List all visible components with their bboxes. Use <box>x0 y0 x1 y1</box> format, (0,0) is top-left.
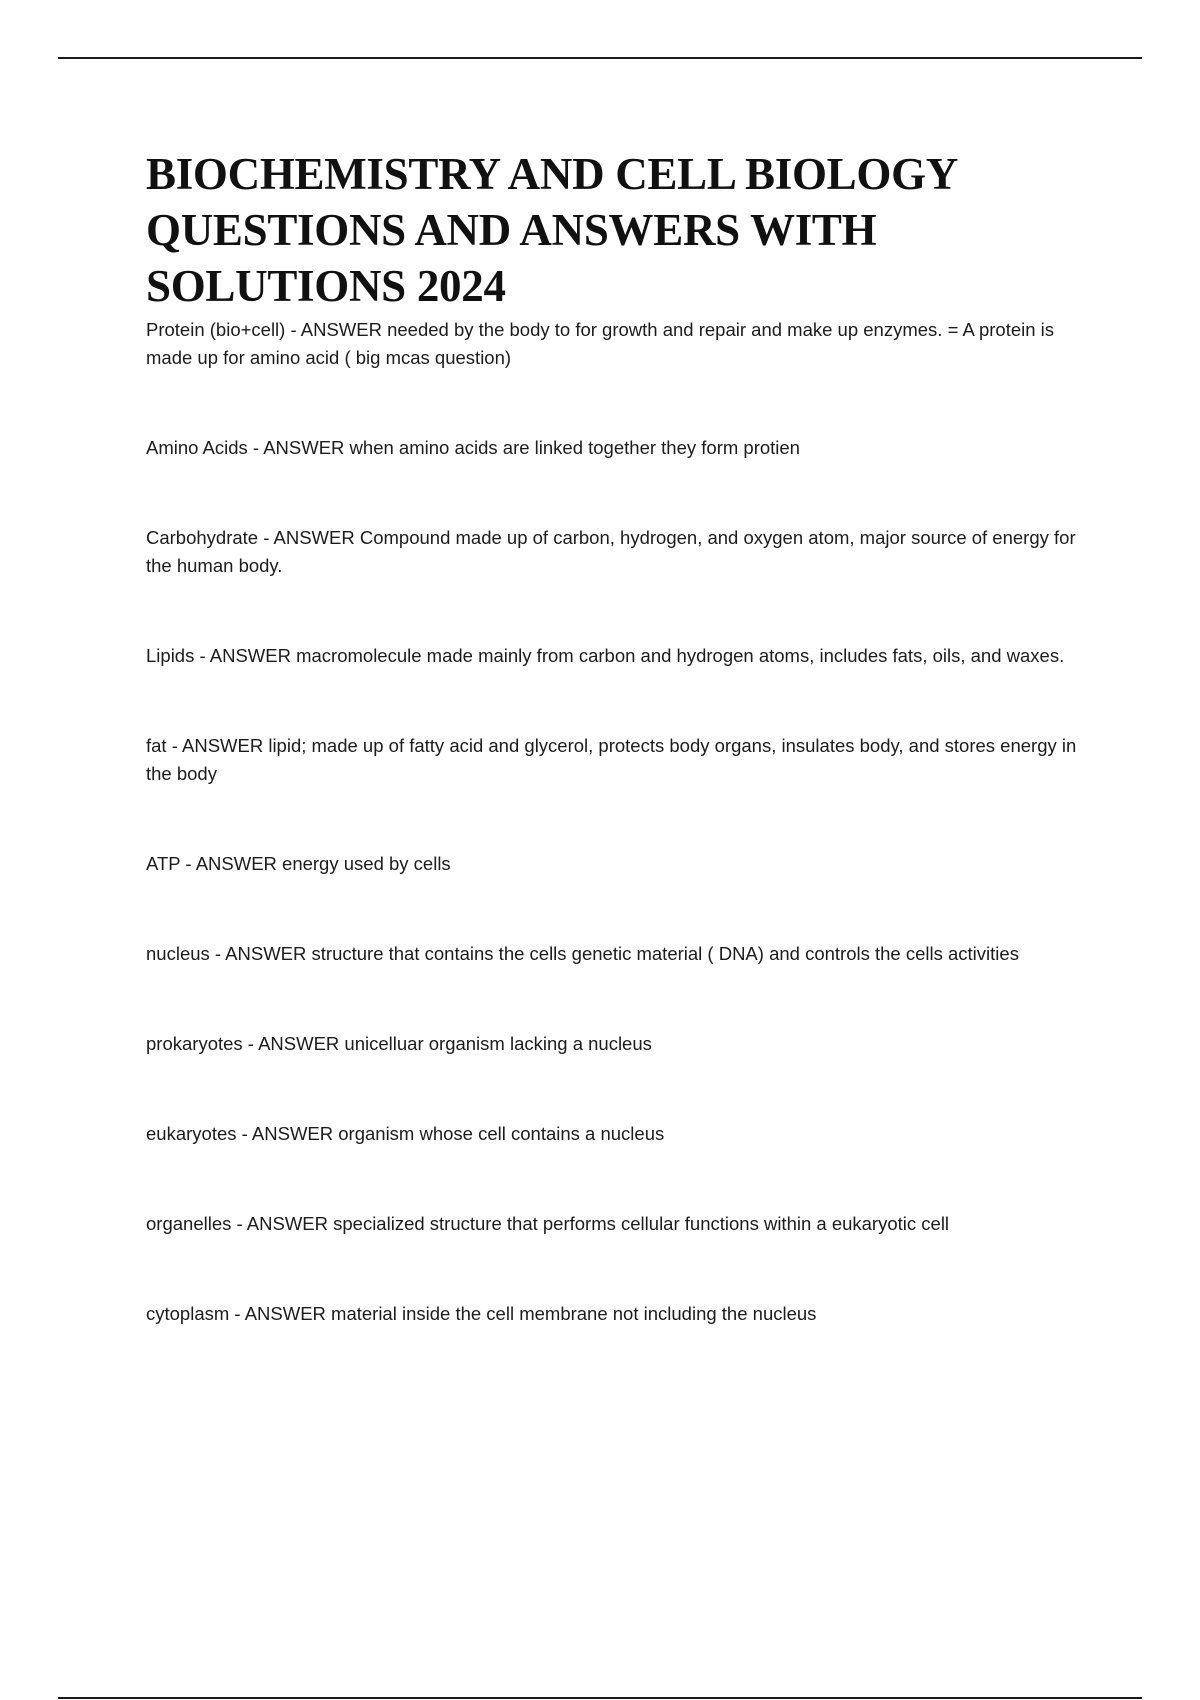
qa-item-fat: fat - ANSWER lipid; made up of fatty acid and glycerol, protects body organs, insulates body, and stores energy in the body <box>146 735 1077 784</box>
qa-item-carbohydrate: Carbohydrate - ANSWER Compound made up of carbon, hydrogen, and oxygen atom, major source of energy for the human body. <box>146 527 1076 576</box>
qa-item-organelles: organelles - ANSWER specialized structure that performs cellular functions within a eukaryotic cell <box>146 1213 950 1234</box>
qa-item-protein: Protein (bio+cell) - ANSWER needed by the body to for growth and repair and make up enzymes. = A protein is made up for amino acid ( big mcas question) <box>146 319 1055 368</box>
qa-item-lipids: Lipids - ANSWER macromolecule made mainly from carbon and hydrogen atoms, includes fats, oils, and waxes. <box>146 645 1065 666</box>
top-divider <box>58 57 1142 59</box>
qa-list <box>146 316 1086 1328</box>
qa-item-nucleus: nucleus - ANSWER structure that contains the cells genetic material ( DNA) and controls the cells activities <box>146 943 1019 964</box>
qa-item-eukaryotes: eukaryotes - ANSWER organism whose cell contains a nucleus <box>146 1123 665 1144</box>
qa-item-atp: ATP - ANSWER energy used by cells <box>146 853 451 874</box>
document-body <box>146 146 1086 1328</box>
qa-item-cytoplasm: cytoplasm - ANSWER material inside the cell membrane not including the nucleus <box>146 1303 817 1324</box>
bottom-divider <box>58 1697 1142 1699</box>
qa-item-prokaryotes: prokaryotes - ANSWER unicelluar organism lacking a nucleus <box>146 1033 652 1054</box>
document-title: BIOCHEMISTRY AND CELL BIOLOGY QUESTIONS AND ANSWERS WITH SOLUTIONS 2024 <box>146 149 957 311</box>
qa-item-amino-acids: Amino Acids - ANSWER when amino acids are linked together they form protien <box>146 437 800 458</box>
